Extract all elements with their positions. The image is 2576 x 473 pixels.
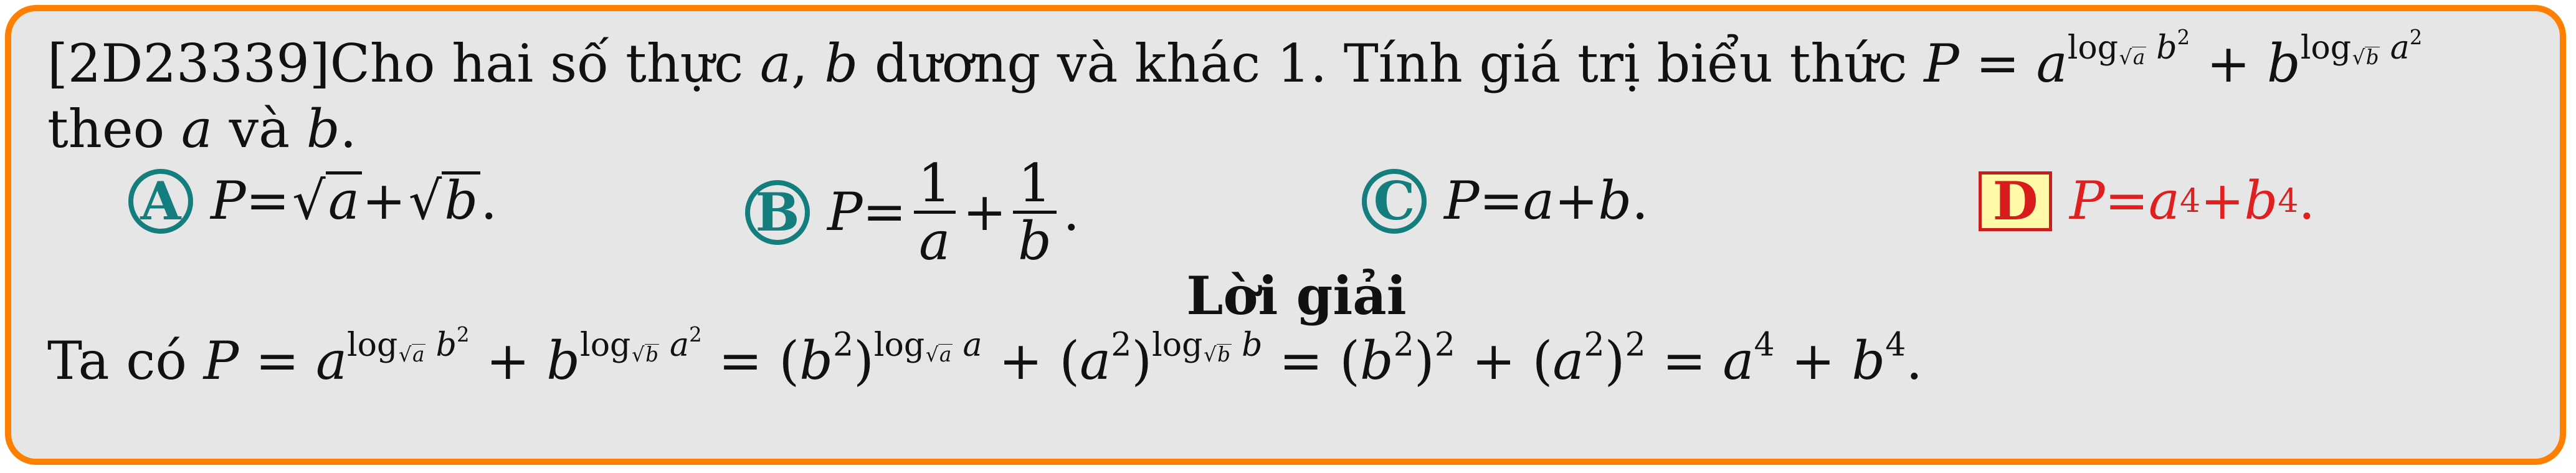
expression-P: P (1924, 33, 1959, 94)
exponent-1: log√a b2 (2067, 25, 2190, 69)
option-c[interactable]: C P = a + b . (1362, 168, 1648, 234)
question-text-2: dương và khác 1. Tính giá trị biểu thức (858, 33, 1924, 94)
answer-options (47, 153, 2558, 274)
option-d[interactable]: D P = a 4 + b 4 . (1979, 168, 2315, 234)
question-id: [2D23339] (47, 33, 330, 94)
option-a[interactable]: A P = √a + √b . (128, 168, 497, 234)
option-b-badge[interactable]: B (745, 180, 810, 245)
option-b[interactable]: B P = $\frac{1}{a}$ + $\frac{1}{b}$ . (745, 156, 1080, 269)
question-content (47, 25, 2558, 394)
question-text-1: Cho hai số thực (330, 33, 760, 94)
solution-heading: Lời giải (1186, 265, 1407, 327)
question-line-1: [2D23339]Cho hai số thực a, b dương và khác 1. Tính giá trị biểu thức $P = a^{log_{√a} b^2} + b^{log_{√b} a^2}$ (47, 25, 2423, 94)
exponent-2: log√b a2 (2300, 25, 2423, 69)
option-c-badge[interactable]: C (1362, 169, 1427, 234)
solution-line: Ta có $P = a^{log_{√a} b^2} + b^{log_{√b} a^2} = (b^2)^{log_{√a} a} + (a^2)^{log_{√b} b} = (b^2)^2 + (a^2)^2 = a^4 + b^4$. (47, 322, 1923, 391)
option-a-badge[interactable]: A (128, 169, 193, 234)
option-d-badge[interactable]: D (1979, 171, 2052, 231)
solution-prefix: Ta có (47, 330, 204, 391)
question-line-2: theo a và b. (47, 98, 357, 160)
question-card (5, 5, 2566, 465)
